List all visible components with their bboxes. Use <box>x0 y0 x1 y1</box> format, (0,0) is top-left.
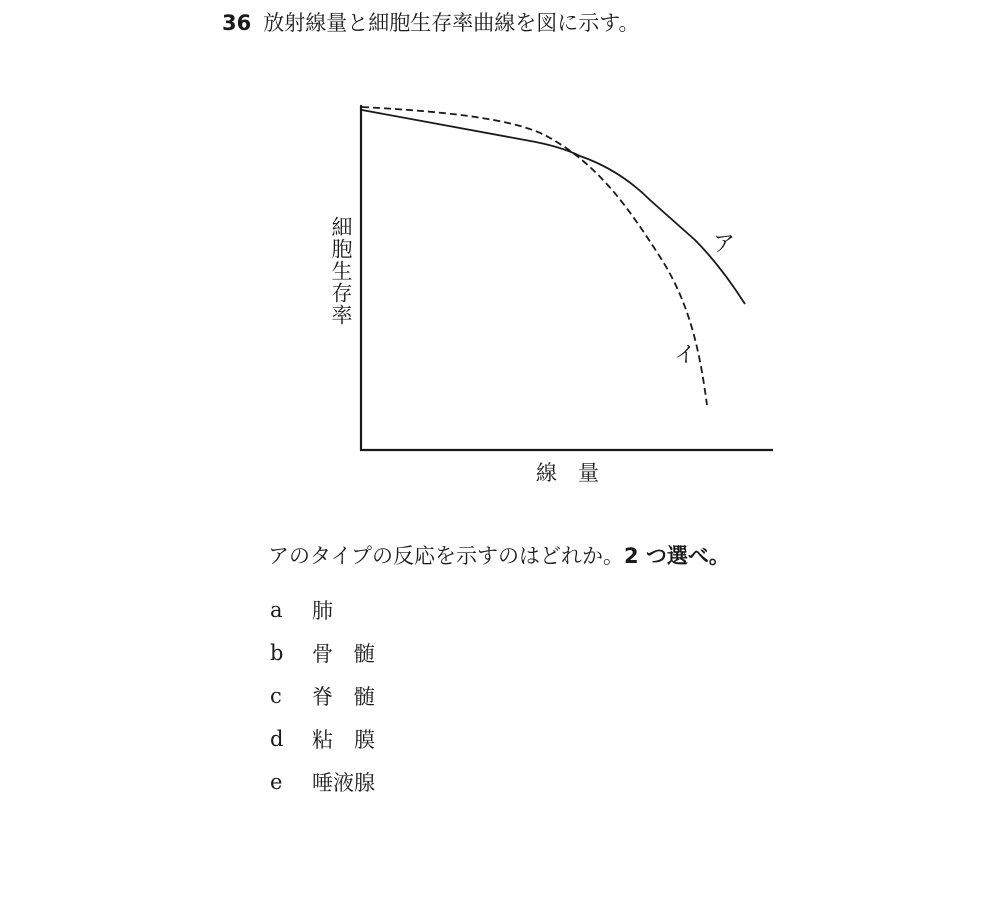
option-letter: a <box>270 597 283 622</box>
option-letter: b <box>270 640 284 665</box>
option-e[interactable] <box>270 760 375 803</box>
y-axis-label: 細胞生存率 <box>329 216 353 326</box>
question-header <box>222 8 640 38</box>
option-letter: d <box>270 726 284 751</box>
x-axis-label: 線 量 <box>536 461 599 485</box>
answer-options <box>270 588 375 803</box>
question-stem: 放射線量と細胞生存率曲線を図に示す。 <box>263 11 640 35</box>
curve-i-line <box>362 107 707 405</box>
option-letter: e <box>270 769 283 794</box>
option-text: 肺 <box>312 598 333 623</box>
survival-curve-figure <box>310 90 790 500</box>
question-number: 36 <box>222 11 252 35</box>
prompt-text: アのタイプの反応を示すのはどれか。 <box>268 544 624 568</box>
option-d[interactable] <box>270 717 375 760</box>
option-b[interactable] <box>270 631 375 674</box>
prompt-emphasis: 2 つ選べ。 <box>623 544 730 568</box>
question-prompt <box>268 541 730 571</box>
curve-i-label: イ <box>674 343 697 368</box>
curve-a-line <box>362 110 745 304</box>
option-text: 粘 膜 <box>312 727 375 752</box>
option-c[interactable] <box>270 674 375 717</box>
curve-a-label: ア <box>713 232 736 257</box>
option-letter: c <box>270 683 282 708</box>
option-text: 骨 髄 <box>312 641 375 666</box>
option-text: 唾液腺 <box>312 770 375 795</box>
option-a[interactable] <box>270 588 375 631</box>
option-text: 脊 髄 <box>312 684 375 709</box>
survival-curve-plot <box>310 90 790 500</box>
